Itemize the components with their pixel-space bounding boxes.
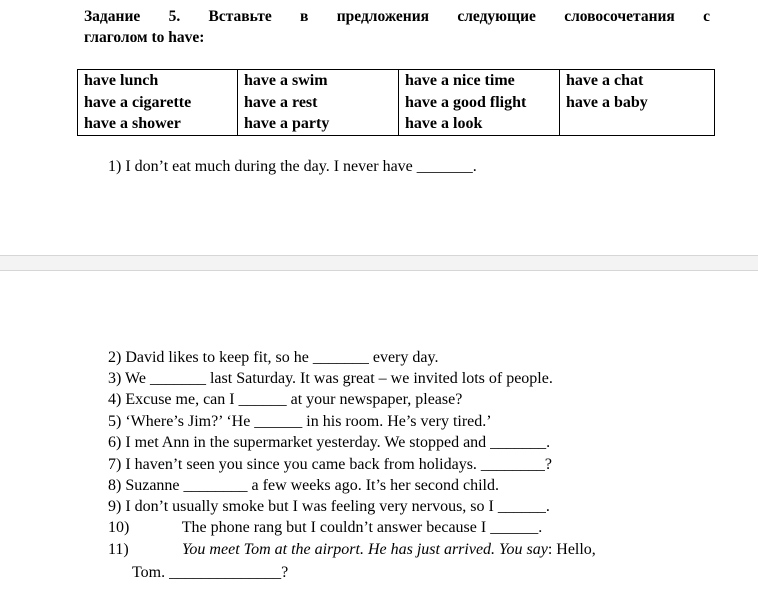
phrase-cell: have a rest <box>244 93 318 111</box>
task-title-continuation: глаголом to have: <box>84 29 205 46</box>
sentence-5 <box>108 412 492 432</box>
sentence-number: 1) <box>108 158 122 175</box>
phrase-cell: have a look <box>405 115 483 132</box>
sentence-11-continuation <box>132 563 288 583</box>
sentence-number: 6) <box>108 434 122 451</box>
sentence-text: ‘Where’s Jim?’ ‘He ______ in his room. He’s very tired.’ <box>125 413 492 430</box>
sentence-6 <box>108 433 550 453</box>
phrase-table <box>77 69 715 136</box>
phrase-cell: have a party <box>244 115 330 132</box>
phrase-column-1 <box>78 70 238 136</box>
phrase-cell: have a shower <box>84 115 181 132</box>
sentence-number: 5) <box>108 413 122 430</box>
sentence-4 <box>108 390 462 410</box>
sentence-text: David likes to keep fit, so he _______ every day. <box>125 349 439 366</box>
sentence-text: I don’t eat much during the day. I never have _______. <box>125 158 477 175</box>
sentence-number: 10) <box>108 519 130 536</box>
sentence-9 <box>108 497 550 517</box>
sentence-number: 4) <box>108 391 122 408</box>
task-title: Задание 5. Вставьте в предложения следующие словосочетания с <box>84 8 710 25</box>
phrase-cell: have lunch <box>84 72 159 89</box>
sentence-text-italic: You meet Tom at the airport. He has just arrived. You say <box>182 541 548 558</box>
sentence-text: I haven’t seen you since you came back from holidays. ________? <box>125 456 553 473</box>
phrase-cell: have a baby <box>566 93 648 111</box>
sentence-text: I met Ann in the supermarket yesterday. We stopped and _______. <box>125 434 551 451</box>
phrase-column-2 <box>238 70 399 136</box>
phrase-column-3 <box>399 70 560 136</box>
sentence-number: 8) <box>108 477 122 494</box>
sentence-number: 7) <box>108 456 122 473</box>
sentence-number: 2) <box>108 349 122 366</box>
phrase-cell: have a good flight <box>405 93 527 111</box>
sentence-text: I don’t usually smoke but I was feeling very nervous, so I ______. <box>125 498 550 515</box>
phrase-cell: have a chat <box>566 72 644 89</box>
sentence-text: The phone rang but I couldn’t answer because I ______. <box>181 519 543 536</box>
sentence-number: 11) <box>108 541 129 558</box>
sentence-1 <box>108 157 477 177</box>
sentence-text: Tom. ______________? <box>132 564 289 581</box>
sentence-8 <box>108 476 499 496</box>
phrase-column-4 <box>560 70 715 136</box>
sentence-2 <box>108 348 438 368</box>
sentence-7 <box>108 455 552 475</box>
phrase-cell: have a nice time <box>405 72 515 89</box>
sentence-number: 9) <box>108 498 122 515</box>
sentence-3 <box>108 369 553 389</box>
sentence-number: 3) <box>108 370 122 387</box>
sentence-text: Excuse me, can I ______ at your newspaper, please? <box>125 391 463 408</box>
phrase-cell: have a cigarette <box>84 93 192 111</box>
sentence-10 <box>108 518 542 538</box>
sentence-text: : Hello, <box>547 541 596 558</box>
sentence-text: We _______ last Saturday. It was great – we invited lots of people. <box>125 370 553 387</box>
page-break <box>0 255 758 271</box>
sentence-11 <box>108 540 596 560</box>
sentence-text: Suzanne ________ a few weeks ago. It’s her second child. <box>125 477 499 494</box>
phrase-cell: have a swim <box>244 72 328 89</box>
